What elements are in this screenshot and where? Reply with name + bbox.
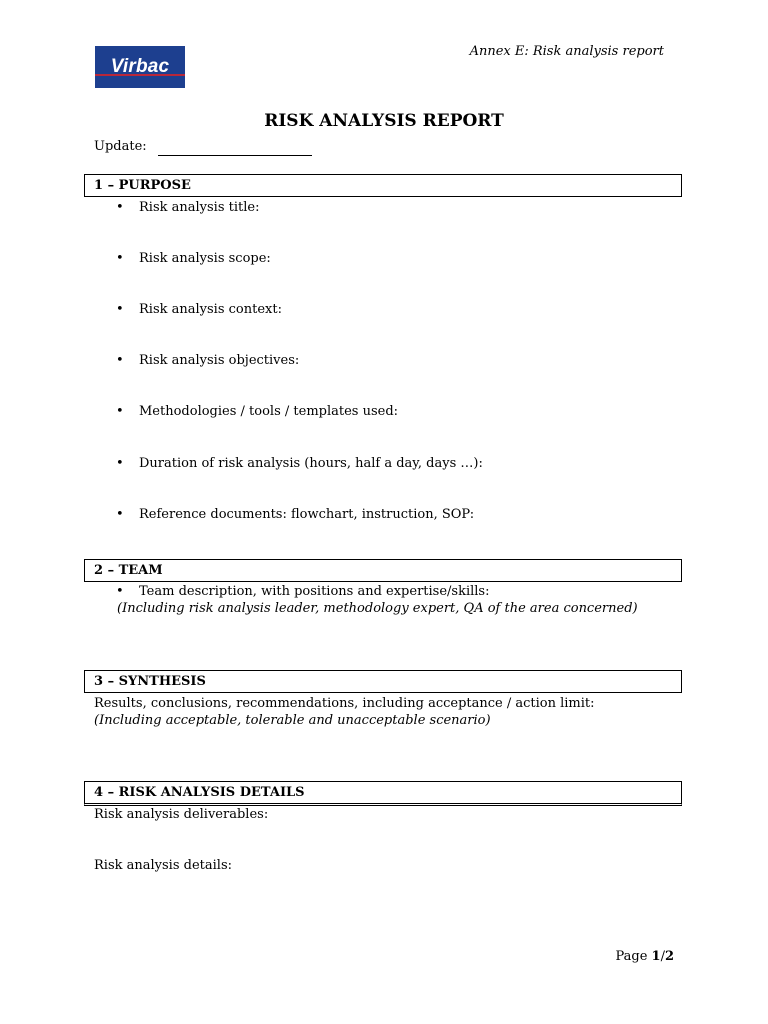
bullet-icon: • — [116, 200, 124, 215]
page-separator: / — [660, 949, 665, 964]
page-label: Page — [615, 949, 652, 964]
bullet-icon: • — [116, 353, 124, 368]
list-item — [116, 507, 474, 522]
list-item-text: Risk analysis context: — [139, 302, 282, 317]
list-item — [116, 584, 489, 599]
list-item — [116, 456, 483, 471]
section-details-heading: 4 – RISK ANALYSIS DETAILS — [84, 781, 682, 806]
bullet-icon: • — [116, 404, 124, 419]
bullet-icon: • — [116, 456, 124, 471]
list-item-text: Risk analysis scope: — [139, 251, 271, 266]
page-number — [615, 949, 674, 964]
list-item-text: Team description, with positions and expertise/skills: — [139, 584, 490, 599]
list-item-text: Risk analysis objectives: — [139, 353, 300, 368]
list-item-text: Risk analysis title: — [139, 200, 260, 215]
update-label: Update: — [94, 139, 147, 154]
list-item — [116, 404, 398, 419]
bullet-icon: • — [116, 302, 124, 317]
list-item-text: Duration of risk analysis (hours, half a day, days …): — [139, 456, 483, 471]
section-purpose-heading: 1 – PURPOSE — [84, 174, 682, 197]
team-note: (Including risk analysis leader, methodology expert, QA of the area concerned) — [117, 601, 638, 616]
annex-label: Annex E: Risk analysis report — [469, 44, 664, 59]
deliverables-label: Risk analysis deliverables: — [94, 807, 269, 822]
bullet-icon: • — [116, 251, 124, 266]
synthesis-note: (Including acceptable, tolerable and unacceptable scenario) — [94, 713, 491, 728]
list-item — [116, 353, 299, 368]
list-item-text: Reference documents: flowchart, instruction, SOP: — [139, 507, 475, 522]
list-item — [116, 302, 282, 317]
bullet-icon: • — [116, 584, 124, 599]
page-current: 1 — [651, 949, 661, 964]
list-item — [116, 251, 271, 266]
update-field-line — [158, 155, 312, 156]
company-logo — [95, 46, 185, 88]
section-team-heading: 2 – TEAM — [84, 559, 682, 582]
page-total: 2 — [664, 949, 674, 964]
list-item-text: Methodologies / tools / templates used: — [139, 404, 399, 419]
logo-text: Virbac — [110, 56, 170, 77]
list-item — [116, 200, 259, 215]
synthesis-text: Results, conclusions, recommendations, including acceptance / action limit: — [94, 696, 595, 711]
bullet-icon: • — [116, 507, 124, 522]
section-synthesis-heading: 3 – SYNTHESIS — [84, 670, 682, 693]
details-label: Risk analysis details: — [94, 858, 232, 873]
page-title: RISK ANALYSIS REPORT — [264, 111, 504, 131]
